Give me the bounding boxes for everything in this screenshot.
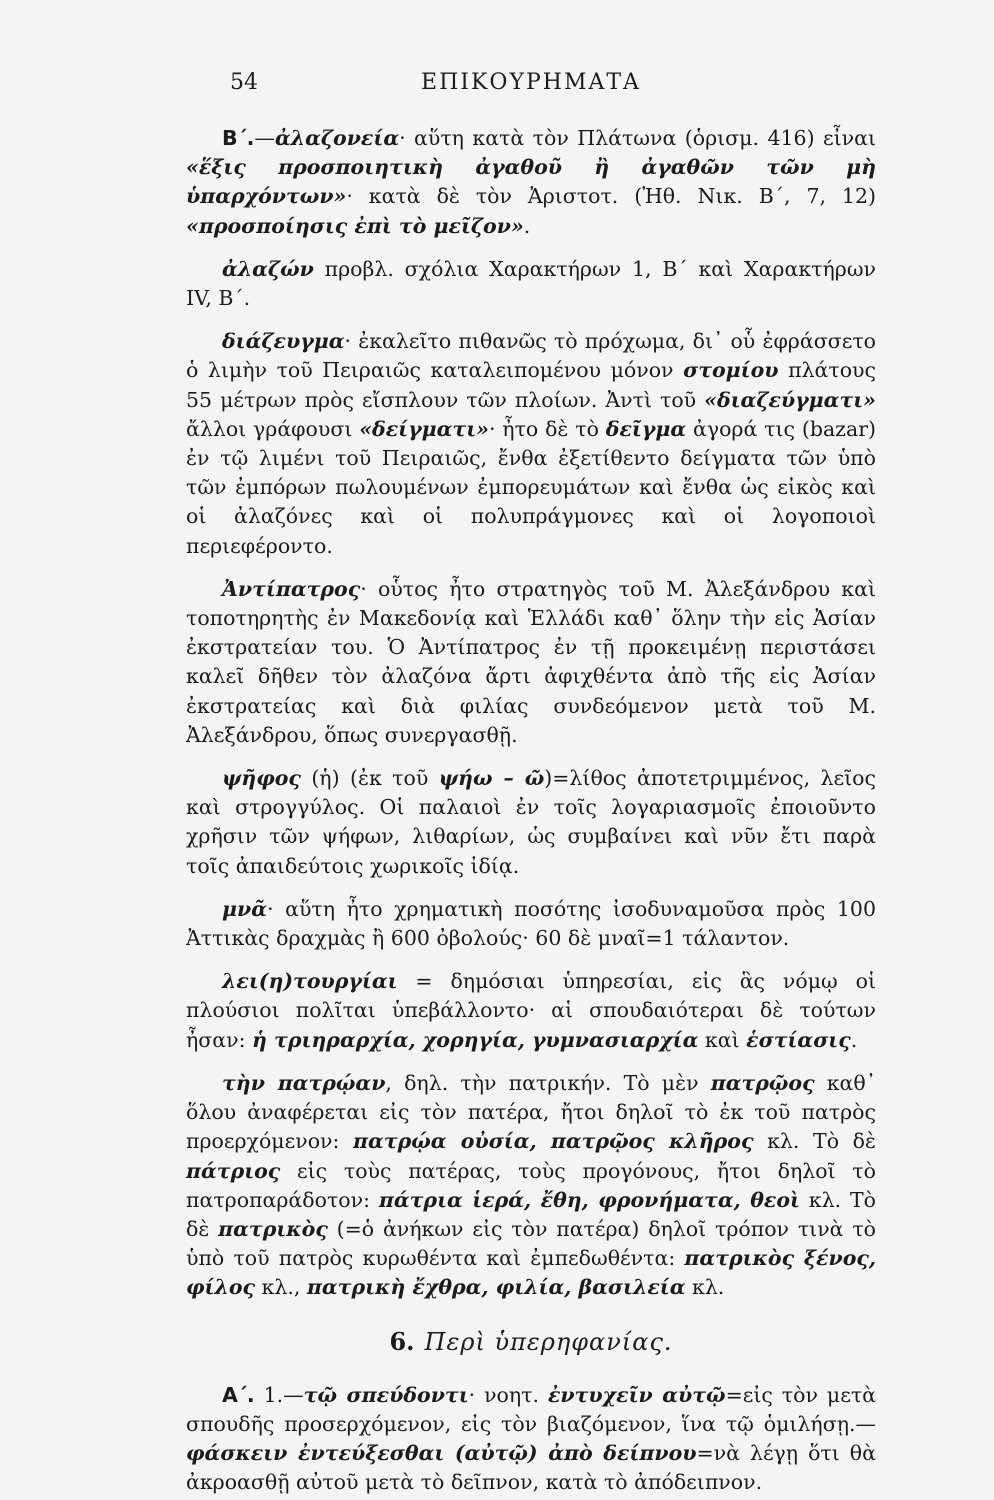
section-number: 6.: [389, 1326, 415, 1356]
paragraph-alazoneia: [186, 124, 876, 241]
text-run: · νοητ.: [468, 1382, 548, 1407]
headword: ἀλαζών: [222, 256, 314, 281]
text-run: εἰς τοὺς πατέρας, τοὺς προγόνους, ἤτοι δηλοῖ τὸ πατροπαράδοτον:: [186, 1158, 876, 1212]
headword: τὴν πατρῴαν: [222, 1070, 386, 1095]
text-run: )=λίθος ἀποτετριμμένος, λεῖος καὶ στρογγύλος. Οἱ παλαιοὶ ἐν τοῖς λογαριασμοῖς ἐποιοῦντο χρῆσιν τῶν ψήφων, λιθαρίων, ὡς συμβαίνει καὶ νῦν ἔτι παρὰ τοῖς ἀπαιδεύτοις χωρικοῖς ἰδίᾳ.: [186, 766, 876, 878]
text-run: =νὰ λέγῃ ὅτι θὰ ἀκροασθῇ αὐτοῦ μετὰ τὸ δεῖπνον, κατὰ τὸ ἀπόδειπνον.: [186, 1441, 876, 1495]
text-run: , δηλ. τὴν πατρικήν. Τὸ μὲν: [385, 1070, 711, 1095]
text-run: καθ᾽ ὅλου ἀναφέρεται εἰς τὸν πατέρα, ἤτοι δηλοῖ τὸ ἐκ τοῦ πατρὸς προερχόμενον:: [186, 1070, 876, 1154]
page-number: 54: [230, 70, 258, 95]
text-run: · οὗτος ἦτο στρατηγὸς τοῦ Μ. Ἀλεξάνδρου καὶ τοποτηρητὴς ἐν Μακεδονίᾳ καὶ Ἑλλάδι καθ᾽ ὅλην τὴν εἰς Ἀσίαν ἐκστρατείαν του. Ὁ Ἀντίπατρος ἐν τῇ προκειμένῃ περιστάσει καλεῖ δῆθεν τὸν ἀλαζόνα ἄρτι ἀφιχθέντα ἀπὸ τῆς εἰς Ἀσίαν ἐκστρατείας καὶ διὰ φιλίας συνδεόμενον μετὰ τοῦ Μ. Ἀλεξάνδρου, ὅπως συνεργασθῇ.: [186, 576, 876, 747]
section-heading: [186, 1327, 876, 1357]
paragraph-speudonti: [186, 1381, 876, 1498]
text-run: .: [850, 1027, 858, 1052]
paragraph-leitourgiai: [186, 967, 876, 1055]
emphasis: πατρικὸς ξένος, φίλος: [186, 1246, 876, 1300]
headword: ἀλαζονεία: [274, 126, 400, 150]
emphasis: πάτριος: [186, 1158, 281, 1183]
headword: ψῆφος: [222, 766, 301, 791]
text-run: (=ὁ ἀνήκων εἰς τὸν πατέρα) δηλοῖ τρόπον τινὰ τὸ ὑπὸ τοῦ πατρὸς κυρωθέντα καὶ ἐμπεδωθέντα:: [186, 1216, 877, 1271]
emphasis: πάτρια ἱερά, ἔθη, φρονήματα, θεοὶ: [378, 1187, 800, 1212]
text-run: καὶ: [698, 1027, 747, 1052]
dash: —: [254, 126, 275, 150]
text-run: · αὕτη κατὰ τὸν Πλάτωνα (ὁρισμ. 416) εἶναι: [399, 126, 876, 150]
emphasis: ἑστίασις: [746, 1027, 851, 1052]
text-run: κλ. Τὸ δὲ: [186, 1187, 876, 1241]
emphasis: τῷ σπεύδοντι: [303, 1382, 469, 1407]
text-run: .: [523, 213, 531, 238]
running-title: ΕΠΙΚΟΥΡΗΜΑΤΑ: [421, 70, 641, 95]
headword: λει(η)τουργίαι: [222, 969, 398, 994]
emphasis: φάσκειν ἐντεύξεσθαι (αὐτῷ) ἀπὸ δείπνου: [186, 1441, 697, 1466]
emphasis: ἡ τριηραρχία, χορηγία, γυμνασιαρχία: [252, 1027, 699, 1052]
emphasis: ἐντυχεῖν αὐτῷ: [547, 1382, 726, 1407]
text-run: 1.—: [254, 1382, 304, 1407]
emphasis: πατρῷος: [710, 1070, 815, 1095]
running-head: [186, 70, 876, 110]
quote: «ἕξις προσποιητικὴ ἀγαθοῦ ἢ ἀγαθῶν τῶν μὴ ὑπαρχόντων»: [186, 155, 876, 209]
text-run: κλ.: [685, 1275, 725, 1300]
paragraph-mna: [186, 895, 876, 953]
text-run: =εἰς τὸν μετὰ σπουδῆς προσερχόμενον, εἰς τὸν βιαζόμενον, ἵνα τῷ ὁμιλήσῃ.—: [186, 1382, 876, 1436]
paragraph-antipatros: [186, 575, 876, 750]
emphasis: «δείγματι»: [359, 416, 489, 441]
headword: Ἀντίπατρος: [222, 576, 361, 601]
headword: διάζευγμα: [222, 329, 345, 354]
text-run: · κατὰ δὲ τὸν Ἀριστοτ. (Ἠθ. Νικ. Β΄, 7, 12): [346, 184, 876, 209]
emphasis: δεῖγμα: [605, 416, 687, 441]
paragraph-patroan: [186, 1069, 876, 1303]
text-run: ἄλλοι γράφουσι: [186, 416, 360, 441]
text-run: κλ. Τὸ δὲ: [753, 1129, 877, 1154]
emphasis: πατρῴα οὐσία, πατρῷος κλῆρος: [353, 1129, 754, 1154]
paragraph-diazeugma: [186, 327, 876, 561]
emphasis: πατρικὸς: [218, 1216, 328, 1241]
section-label: Α΄.: [222, 1382, 255, 1407]
text-run: (ἡ) (ἐκ τοῦ: [300, 766, 439, 791]
paragraph-alazon: [186, 255, 876, 313]
text-run: · ἐκαλεῖτο πιθανῶς τὸ πρόχωμα, δι᾽ οὗ ἐφράσσετο ὁ λιμὴν τοῦ Πειραιῶς καταλειπομένου μόνον: [186, 329, 876, 383]
text-run: πλάτους 55 μέτρων πρὸς εἴσπλουν τῶν πλοίων. Ἀντὶ τοῦ: [186, 358, 876, 412]
section-label: Β΄.: [222, 126, 255, 150]
text-run: ἀγορά τις (bazar) ἐν τῷ λιμένι τοῦ Πειραιῶς, ἔνθα ἐξετίθεντο δείγματα τῶν ὑπὸ τῶν ἐμπόρων πωλουμένων ἐμπορευμάτων καὶ ἔνθα ὡς εἰκὸς καὶ οἱ ἀλαζόνες καὶ οἱ πολυπράγμονες καὶ οἱ λογοποιοὶ περιεφέροντο.: [186, 416, 877, 558]
headword: μνᾶ: [222, 896, 268, 921]
text-run: κλ.,: [255, 1275, 307, 1300]
text-run: προβλ. σχόλια Χαρακτήρων 1, Β΄ καὶ Χαρακτήρων IV, Β΄.: [186, 256, 876, 311]
emphasis: «διαζεύγματι»: [704, 387, 876, 412]
paragraph-psephos: [186, 764, 876, 881]
emphasis: ψήω – ῶ: [438, 766, 545, 791]
section-title: Περὶ ὑπερηφανίας.: [424, 1327, 673, 1356]
text-run: · αὕτη ἦτο χρηματικὴ ποσότης ἰσοδυναμοῦσα πρὸς 100 Ἀττικὰς δραχμὰς ἢ 600 ὀβολούς· 60 δὲ μναῖ=1 τάλαντον.: [186, 896, 876, 951]
text-run: = δημόσιαι ὑπηρεσίαι, εἰς ἃς νόμῳ οἱ πλούσιοι πολῖται ὑπεβάλλοντο· αἱ σπουδαιότεραι δὲ τούτων ἦσαν:: [186, 969, 876, 1052]
emphasis: στομίου: [683, 358, 779, 383]
emphasis: πατρικὴ ἔχθρα, φιλία, βασιλεία: [306, 1275, 686, 1300]
quote: «προσποίησις ἐπὶ τὸ μεῖζον»: [186, 213, 524, 238]
body-text: [186, 124, 876, 1498]
text-run: · ἦτο δὲ τὸ: [488, 416, 606, 441]
